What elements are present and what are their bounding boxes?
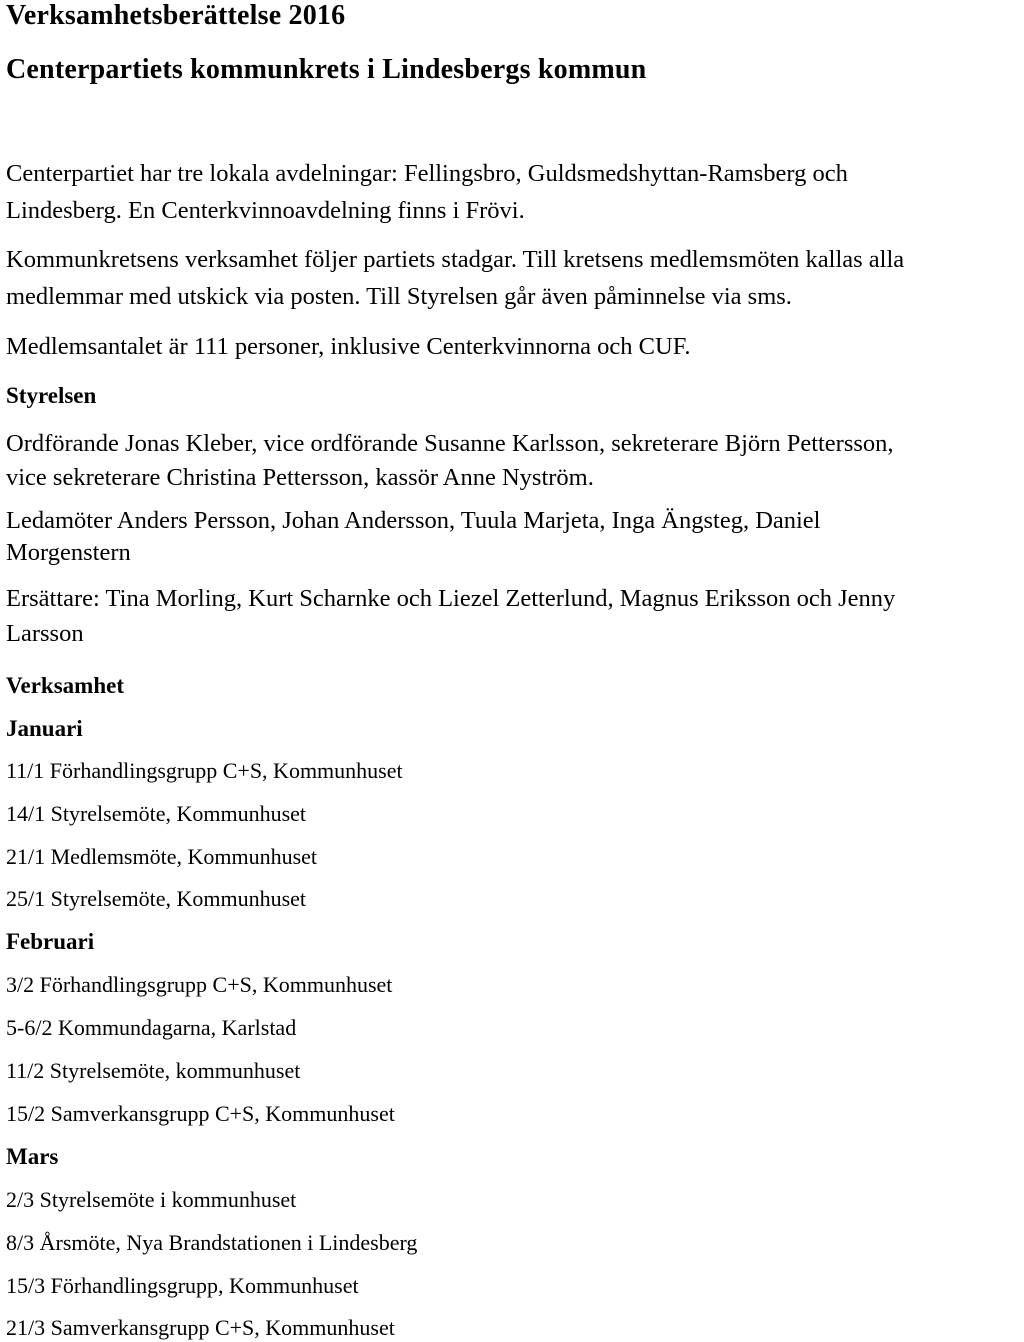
month-heading-januari: Januari bbox=[6, 716, 83, 741]
activity-entry: 3/2 Förhandlingsgrupp C+S, Kommunhuset bbox=[6, 972, 393, 997]
activity-entry: 11/1 Förhandlingsgrupp C+S, Kommunhuset bbox=[6, 758, 403, 783]
month-heading-februari: Februari bbox=[6, 929, 95, 954]
intro-paragraph-2-line-1: Kommunkretsens verksamhet följer partiets stadgar. Till kretsens medlemsmöten kallas alla bbox=[6, 246, 905, 273]
intro-paragraph-3: Medlemsantalet är 111 personer, inklusive Centerkvinnorna och CUF. bbox=[6, 333, 691, 360]
activity-entry: 11/2 Styrelsemöte, kommunhuset bbox=[6, 1058, 301, 1083]
activity-entry: 25/1 Styrelsemöte, Kommunhuset bbox=[6, 886, 307, 911]
styrelsen-paragraph-2-line-2: Morgenstern bbox=[6, 539, 131, 566]
styrelsen-paragraph-1-line-2: vice sekreterare Christina Pettersson, kassör Anne Nyström. bbox=[6, 464, 594, 491]
activity-entry: 15/3 Förhandlingsgrupp, Kommunhuset bbox=[6, 1273, 359, 1298]
month-heading-mars: Mars bbox=[6, 1144, 59, 1169]
styrelsen-paragraph-1-line-1: Ordförande Jonas Kleber, vice ordförande Susanne Karlsson, sekreterare Björn Pettersson, bbox=[6, 430, 894, 457]
activity-entry: 15/2 Samverkansgrupp C+S, Kommunhuset bbox=[6, 1101, 395, 1126]
activity-entry: 5-6/2 Kommundagarna, Karlstad bbox=[6, 1015, 297, 1040]
document-title: Verksamhetsberättelse 2016 bbox=[6, 0, 346, 31]
styrelsen-paragraph-3-line-1: Ersättare: Tina Morling, Kurt Scharnke och Liezel Zetterlund, Magnus Eriksson och Jenny bbox=[6, 585, 896, 612]
intro-paragraph-2-line-2: medlemmar med utskick via posten. Till Styrelsen går även påminnelse via sms. bbox=[6, 283, 792, 310]
activity-entry: 14/1 Styrelsemöte, Kommunhuset bbox=[6, 801, 307, 826]
intro-paragraph-1-line-2: Lindesberg. En Centerkvinnoavdelning finns i Frövi. bbox=[6, 197, 525, 224]
styrelsen-paragraph-3-line-2: Larsson bbox=[6, 620, 84, 647]
activity-entry: 21/1 Medlemsmöte, Kommunhuset bbox=[6, 844, 318, 869]
verksamhet-heading: Verksamhet bbox=[6, 673, 124, 698]
activity-entry: 2/3 Styrelsemöte i kommunhuset bbox=[6, 1187, 297, 1212]
intro-paragraph-1-line-1: Centerpartiet har tre lokala avdelningar: Fellingsbro, Guldsmedshyttan-Ramsberg och bbox=[6, 160, 848, 187]
activity-entry: 21/3 Samverkansgrupp C+S, Kommunhuset bbox=[6, 1315, 395, 1340]
document-subtitle: Centerpartiets kommunkrets i Lindesbergs kommun bbox=[6, 54, 647, 85]
activity-entry: 8/3 Årsmöte, Nya Brandstationen i Lindesberg bbox=[6, 1230, 418, 1255]
styrelsen-heading: Styrelsen bbox=[6, 383, 97, 408]
styrelsen-paragraph-2-line-1: Ledamöter Anders Persson, Johan Andersson, Tuula Marjeta, Inga Ängsteg, Daniel bbox=[6, 507, 821, 534]
